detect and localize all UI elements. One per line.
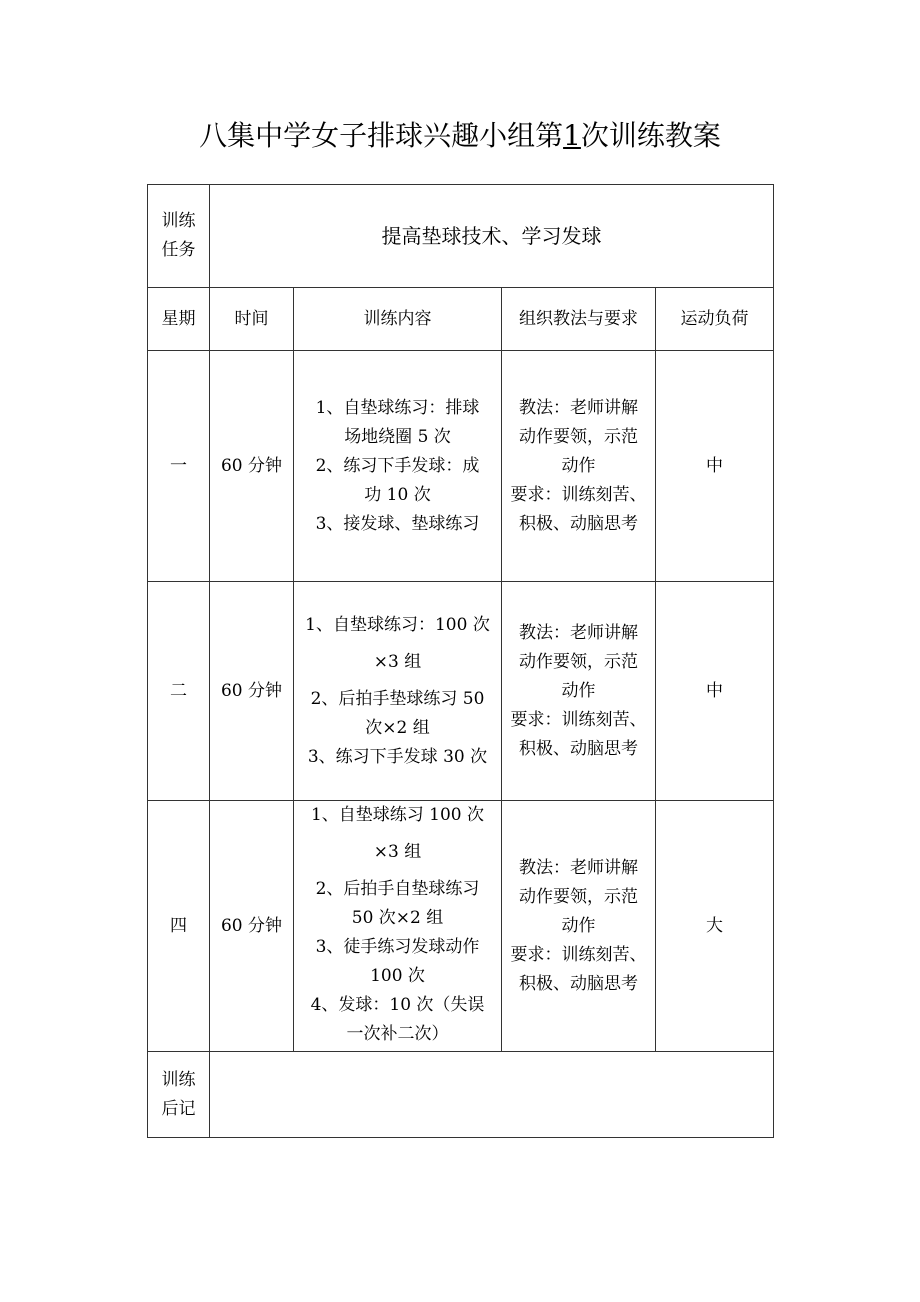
method-line: 要求：训练刻苦、 — [510, 944, 647, 965]
method-line: 动作要领，示范 — [519, 651, 638, 672]
title-prefix: 八集中学女子排球兴趣小组第 — [199, 119, 564, 152]
title-suffix: 次训练教案 — [580, 119, 721, 152]
header-day: 星期 — [148, 288, 210, 351]
content-line: ×3 组 — [373, 651, 422, 672]
row-day: 四 — [148, 801, 210, 1052]
method-line: 动作要领，示范 — [519, 426, 638, 447]
row-load: 中 — [656, 351, 774, 582]
method-line: 积极、动脑思考 — [519, 738, 638, 759]
task-value: 提高垫球技术、学习发球 — [210, 185, 774, 288]
content-line: 4、发球：10 次（失误 — [310, 995, 485, 1015]
content-line: 3、练习下手发球 30 次 — [307, 746, 488, 767]
content-line: 2、后拍手垫球练习 50 — [310, 688, 485, 709]
header-time: 时间 — [210, 288, 294, 351]
content-line: 场地绕圈 5 次 — [344, 426, 451, 447]
row-time: 60 分钟 — [210, 582, 294, 801]
content-line: 功 10 次 — [364, 484, 431, 505]
training-plan-table — [147, 184, 774, 1138]
header-method: 组织教法与要求 — [502, 288, 656, 351]
content-line: 100 次 — [370, 966, 425, 986]
method-line: 动作 — [561, 455, 596, 476]
page-title — [0, 116, 920, 156]
content-line: 次×2 组 — [365, 717, 430, 738]
content-line: 2、练习下手发球：成 — [315, 455, 480, 476]
content-line: 3、接发球、垫球练习 — [315, 513, 480, 534]
row-load: 大 — [656, 801, 774, 1052]
header-content: 训练内容 — [294, 288, 502, 351]
header-row — [148, 288, 774, 351]
method-line: 教法：老师讲解 — [519, 397, 638, 418]
table-row — [148, 801, 774, 1052]
notes-label-line2: 后记 — [161, 1098, 196, 1119]
row-content — [294, 801, 502, 1052]
content-line: 1、自垫球练习：100 次 — [305, 614, 490, 635]
row-time: 60 分钟 — [210, 351, 294, 582]
title-session-number: 1 — [563, 119, 581, 152]
method-line: 要求：训练刻苦、 — [510, 484, 647, 505]
method-line: 要求：训练刻苦、 — [510, 709, 647, 730]
notes-value — [210, 1052, 774, 1138]
row-time: 60 分钟 — [210, 801, 294, 1052]
notes-row — [148, 1052, 774, 1138]
method-line: 动作要领，示范 — [519, 886, 638, 907]
content-line: 1、自垫球练习 100 次 — [310, 805, 485, 825]
row-method — [502, 801, 656, 1052]
row-load: 中 — [656, 582, 774, 801]
header-load: 运动负荷 — [656, 288, 774, 351]
content-line: 1、自垫球练习：排球 — [315, 397, 480, 418]
row-day: 二 — [148, 582, 210, 801]
task-label-cell — [148, 185, 210, 288]
content-line: 2、后拍手自垫球练习 — [315, 879, 480, 899]
row-method — [502, 351, 656, 582]
method-line: 动作 — [561, 915, 596, 936]
task-label-line1: 训练 — [161, 211, 196, 231]
method-line: 动作 — [561, 680, 596, 701]
table-row — [148, 582, 774, 801]
method-line: 积极、动脑思考 — [519, 513, 638, 534]
row-content — [294, 582, 502, 801]
row-method — [502, 582, 656, 801]
method-line: 教法：老师讲解 — [519, 622, 638, 643]
task-row — [148, 185, 774, 288]
content-line: 3、徒手练习发球动作 — [315, 937, 480, 957]
method-line: 积极、动脑思考 — [519, 973, 638, 994]
row-day: 一 — [148, 351, 210, 582]
notes-label-line1: 训练 — [161, 1069, 196, 1090]
notes-label-cell — [148, 1052, 210, 1138]
task-label-line2: 任务 — [161, 240, 196, 260]
content-line: ×3 组 — [373, 842, 422, 862]
content-line: 一次补二次） — [346, 1024, 449, 1044]
row-content — [294, 351, 502, 582]
table-row — [148, 351, 774, 582]
method-line: 教法：老师讲解 — [519, 857, 638, 878]
content-line: 50 次×2 组 — [351, 908, 444, 928]
